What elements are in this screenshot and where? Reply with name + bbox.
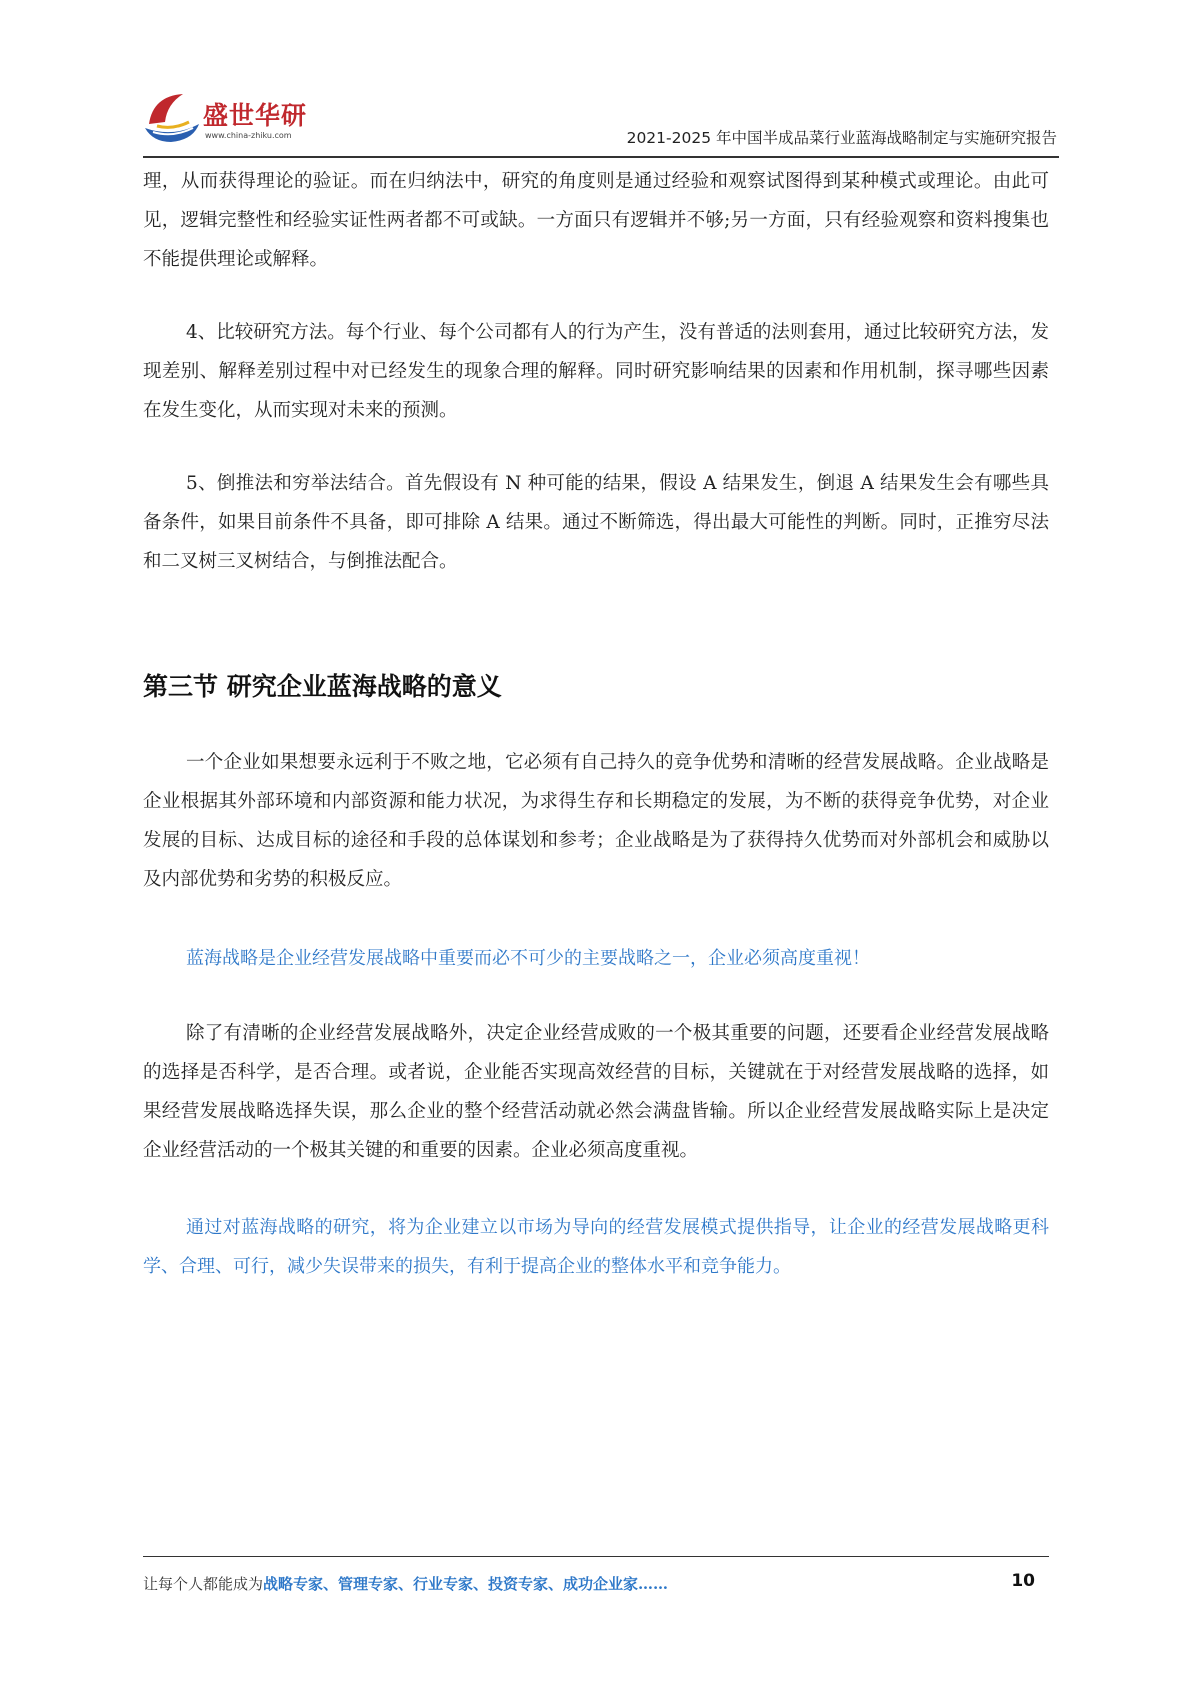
paragraph-strategy-intro: 一个企业如果想要永远利于不败之地，它必须有自己持久的竞争优势和清晰的经营发展战略。企业战略是企业根据其外部环境和内部资源和能力状况，为求得生存和长期稳定的发展，为不断的获得竞争优势，对企业发展的目标、达成目标的途径和手段的总体谋划和参考；企业战略是为了获得持久优势而对外部机会和威胁以及内部优势和劣势的积极反应。 <box>143 752 1049 890</box>
company-logo <box>143 84 343 150</box>
page-content <box>143 162 1049 1286</box>
header-divider <box>143 156 1059 158</box>
page-header <box>143 80 1059 158</box>
footer-slogan <box>143 1573 668 1594</box>
footer-highlight: 战略专家、管理专家、行业专家、投资专家、成功企业家…… <box>263 1575 669 1593</box>
footer-lead: 让每个人都能成为 <box>143 1575 264 1593</box>
paragraph-highlight-1: 蓝海战略是企业经营发展战略中重要而必不可少的主要战略之一，企业必须高度重视！ <box>186 948 870 969</box>
paragraph-highlight-2: 通过对蓝海战略的研究，将为企业建立以市场为导向的经营发展模式提供指导，让企业的经营发展战略更科学、合理、可行，减少失误带来的损失，有利于提高企业的整体水平和竞争能力。 <box>143 1217 1049 1277</box>
section-title: 第三节 研究企业蓝海战略的意义 <box>143 672 502 701</box>
paragraph-backward-method: 5、倒推法和穷举法结合。首先假设有 N 种可能的结果，假设 A 结果发生，倒退 A 结果发生会有哪些具备条件，如果目前条件不具备，即可排除 A 结果。通过不断筛选，得出最大可能性的判断。同时，正推穷尽法和二叉树三叉树结合，与倒推法配合。 <box>143 473 1049 572</box>
paragraph-strategy-choice: 除了有清晰的企业经营发展战略外，决定企业经营成败的一个极其重要的问题，还要看企业经营发展战略的选择是否科学，是否合理。或者说，企业能否实现高效经营的目标，关键就在于对经营发展战略的选择，如果经营发展战略选择失误，那么企业的整个经营活动就必然会满盘皆输。所以企业经营发展战略实际上是决定企业经营活动的一个极其关键的和重要的因素。企业必须高度重视。 <box>143 1023 1049 1161</box>
logo-url: www.china-zhiku.com <box>205 131 292 140</box>
report-title: 2021-2025 年中国半成品菜行业蓝海战略制定与实施研究报告 <box>626 129 1057 147</box>
paragraph-comparative-method: 4、比较研究方法。每个行业、每个公司都有人的行为产生，没有普适的法则套用，通过比较研究方法，发现差别、解释差别过程中对已经发生的现象合理的解释。同时研究影响结果的因素和作用机制，探寻哪些因素在发生变化，从而实现对未来的预测。 <box>143 322 1049 421</box>
footer-divider <box>143 1556 1049 1557</box>
logo-emblem-icon <box>143 84 205 146</box>
paragraph-continued: 理，从而获得理论的验证。而在归纳法中，研究的角度则是通过经验和观察试图得到某种模式或理论。由此可见，逻辑完整性和经验实证性两者都不可或缺。一方面只有逻辑并不够;另一方面，只有经验观察和资料搜集也不能提供理论或解释。 <box>143 171 1049 270</box>
logo-name: 盛世华研 <box>203 101 308 130</box>
page-footer <box>143 1556 1049 1593</box>
page-number: 10 <box>1011 1571 1035 1591</box>
